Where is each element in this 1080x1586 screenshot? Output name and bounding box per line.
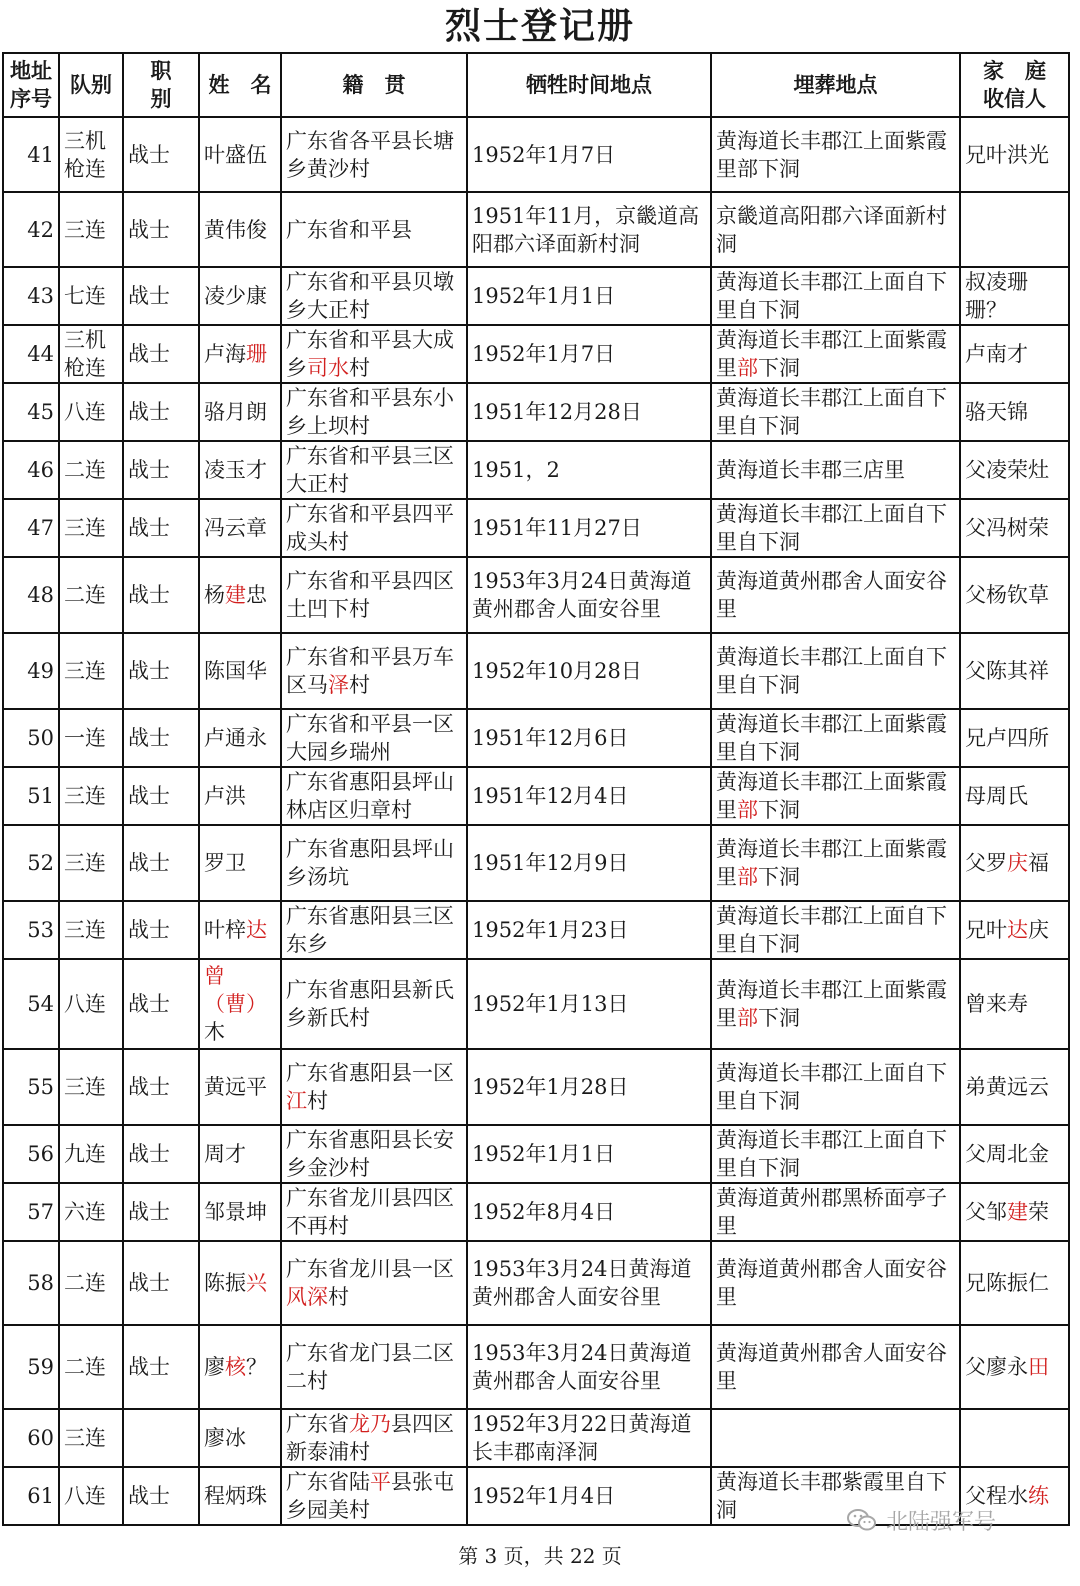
cell-name: 程炳珠 <box>199 1467 281 1525</box>
cell-origin: 广东省和平县贝墩乡大正村 <box>281 267 467 325</box>
cell-family <box>960 825 1069 901</box>
cell-family <box>960 1183 1069 1241</box>
cell-unit: 八连 <box>59 959 123 1049</box>
cell-post: 战士 <box>123 825 199 901</box>
cell-death: 1952年1月28日 <box>467 1049 711 1125</box>
cell-death: 1952年8月4日 <box>467 1183 711 1241</box>
cell-burial <box>711 325 960 383</box>
text-part: 广东省和平县万车区马 <box>286 645 454 697</box>
cell-unit: 二连 <box>59 441 123 499</box>
cell-death: 1951年11月，京畿道高阳郡六译面新村洞 <box>467 192 711 267</box>
cell-seq: 45 <box>3 383 59 441</box>
cell-origin <box>281 1409 467 1467</box>
cell-unit: 八连 <box>59 1467 123 1525</box>
highlighted-char: 田 <box>1028 1355 1049 1379</box>
cell-seq: 47 <box>3 499 59 557</box>
cell-name: 陈国华 <box>199 633 281 709</box>
cell-death: 1952年1月7日 <box>467 117 711 192</box>
cell-burial <box>711 959 960 1049</box>
cell-seq: 55 <box>3 1049 59 1125</box>
cell-burial: 黄海道长丰郡江上面紫霞里部下洞 <box>711 117 960 192</box>
table-row <box>3 1325 1069 1409</box>
highlighted-char: 部 <box>737 356 758 380</box>
cell-name: 冯云章 <box>199 499 281 557</box>
text-part: 黄海道长丰郡江上面紫霞里 <box>716 770 947 822</box>
cell-origin: 广东省和平县东小乡上坝村 <box>281 383 467 441</box>
text-part: 广东省陆 <box>286 1470 370 1494</box>
cell-unit: 三连 <box>59 901 123 959</box>
cell-seq: 43 <box>3 267 59 325</box>
name-part: 曾 <box>204 964 225 988</box>
text-part: 村 <box>349 356 370 380</box>
cell-post: 战士 <box>123 767 199 825</box>
cell-name: 卢洪 <box>199 767 281 825</box>
cell-family: 弟黄远云 <box>960 1049 1069 1125</box>
highlighted-char: 珊 <box>246 342 267 366</box>
text-part: 村 <box>349 673 370 697</box>
cell-name <box>199 1241 281 1325</box>
table-row <box>3 325 1069 383</box>
table-row <box>3 825 1069 901</box>
cell-family: 父杨钦草 <box>960 557 1069 633</box>
text-part: 广东省惠阳县一区 <box>286 1061 454 1085</box>
martyr-register-table <box>2 52 1070 1526</box>
cell-post: 战士 <box>123 1049 199 1125</box>
cell-name: 黄远平 <box>199 1049 281 1125</box>
cell-burial: 黄海道长丰郡江上面自下里自下洞 <box>711 1125 960 1183</box>
cell-post: 战士 <box>123 325 199 383</box>
cell-post: 战士 <box>123 117 199 192</box>
text-part: 县张屯乡园美村 <box>286 1470 454 1522</box>
text-part: 父邹 <box>965 1200 1007 1224</box>
cell-post: 战士 <box>123 557 199 633</box>
table-row <box>3 1049 1069 1125</box>
cell-name: 邹景坤 <box>199 1183 281 1241</box>
cell-death: 1953年3月24日黄海道黄州郡舍人面安谷里 <box>467 1241 711 1325</box>
header-seq: 地址 序号 <box>3 53 59 117</box>
table-row <box>3 117 1069 192</box>
watermark <box>846 1502 1046 1538</box>
cell-unit: 三连 <box>59 1049 123 1125</box>
header-post: 职 别 <box>123 53 199 117</box>
cell-post: 战士 <box>123 1125 199 1183</box>
cell-burial: 黄海道黄州郡舍人面安谷里 <box>711 1241 960 1325</box>
cell-origin: 广东省龙门县二区二村 <box>281 1325 467 1409</box>
cell-death: 1951年12月6日 <box>467 709 711 767</box>
cell-origin: 广东省惠阳县坪山林店区归章村 <box>281 767 467 825</box>
cell-burial: 黄海道黄州郡黑桥面亭子里 <box>711 1183 960 1241</box>
highlighted-char: 练 <box>1028 1484 1049 1508</box>
cell-family: 兄叶洪光 <box>960 117 1069 192</box>
cell-unit: 三连 <box>59 1409 123 1467</box>
cell-origin: 广东省和平县三区大正村 <box>281 441 467 499</box>
cell-name: 黄伟俊 <box>199 192 281 267</box>
cell-unit: 二连 <box>59 1241 123 1325</box>
cell-unit: 二连 <box>59 557 123 633</box>
table-row <box>3 192 1069 267</box>
cell-burial: 黄海道长丰郡江上面自下里自下洞 <box>711 633 960 709</box>
text-part: 村 <box>307 1089 328 1113</box>
text-part: 忠 <box>246 583 267 607</box>
cell-family: 卢南才 <box>960 325 1069 383</box>
cell-post: 战士 <box>123 1325 199 1409</box>
cell-death: 1952年1月1日 <box>467 1125 711 1183</box>
table-row <box>3 633 1069 709</box>
cell-post: 战士 <box>123 441 199 499</box>
text-part: 广东省和平县大成乡 <box>286 328 454 380</box>
cell-origin: 广东省惠阳县长安乡金沙村 <box>281 1125 467 1183</box>
text-part: 下洞 <box>758 356 800 380</box>
highlighted-char: 部 <box>737 865 758 889</box>
cell-post: 战士 <box>123 383 199 441</box>
highlighted-char: 建 <box>225 583 246 607</box>
highlighted-char: 部 <box>737 798 758 822</box>
cell-burial <box>711 825 960 901</box>
cell-death: 1951年12月9日 <box>467 825 711 901</box>
highlighted-char: 庆 <box>1007 851 1028 875</box>
watermark-text: 北陆强军号 <box>886 1509 997 1535</box>
cell-family <box>960 1325 1069 1409</box>
cell-seq: 58 <box>3 1241 59 1325</box>
cell-death: 1951年11月27日 <box>467 499 711 557</box>
cell-post <box>123 1409 199 1467</box>
cell-family: 骆天锦 <box>960 383 1069 441</box>
cell-unit: 八连 <box>59 383 123 441</box>
cell-name: 叶盛伍 <box>199 117 281 192</box>
table-row <box>3 383 1069 441</box>
highlighted-char: 达 <box>1007 918 1028 942</box>
cell-death: 1951年12月4日 <box>467 767 711 825</box>
cell-name <box>199 557 281 633</box>
cell-burial: 黄海道长丰郡江上面自下里自下洞 <box>711 267 960 325</box>
cell-death: 1952年1月23日 <box>467 901 711 959</box>
cell-burial: 黄海道长丰郡紫霞里自下洞 <box>711 1467 960 1525</box>
text-part: 卢海 <box>204 342 246 366</box>
header-origin: 籍 贯 <box>281 53 467 117</box>
text-part: 廖 <box>204 1355 225 1379</box>
highlighted-char: 平 <box>370 1470 391 1494</box>
cell-seq: 48 <box>3 557 59 633</box>
name-part: （曹） <box>204 992 267 1016</box>
text-part: 下洞 <box>758 865 800 889</box>
highlighted-char: 泽 <box>328 673 349 697</box>
text-part: 广东省 <box>286 1412 349 1436</box>
cell-post: 战士 <box>123 1467 199 1525</box>
cell-death: 1951，2 <box>467 441 711 499</box>
cell-seq: 52 <box>3 825 59 901</box>
cell-post: 战士 <box>123 1241 199 1325</box>
table-row <box>3 267 1069 325</box>
cell-post: 战士 <box>123 1183 199 1241</box>
cell-death: 1952年1月7日 <box>467 325 711 383</box>
header-family: 家 庭 收信人 <box>960 53 1069 117</box>
cell-burial <box>711 767 960 825</box>
cell-family: 父冯树荣 <box>960 499 1069 557</box>
cell-origin <box>281 1241 467 1325</box>
text-part: 荣 <box>1028 1200 1049 1224</box>
cell-seq: 50 <box>3 709 59 767</box>
cell-name: 卢通永 <box>199 709 281 767</box>
header-unit: 队别 <box>59 53 123 117</box>
highlighted-char: 兴 <box>246 1271 267 1295</box>
cell-post: 战士 <box>123 901 199 959</box>
cell-origin: 广东省和平县四区土凹下村 <box>281 557 467 633</box>
cell-unit: 三连 <box>59 192 123 267</box>
highlighted-char: 达 <box>246 918 267 942</box>
table-row <box>3 767 1069 825</box>
text-part: 广东省龙川县一区 <box>286 1257 454 1281</box>
cell-burial: 黄海道长丰郡江上面自下里自下洞 <box>711 499 960 557</box>
cell-death: 1952年1月4日 <box>467 1467 711 1525</box>
wechat-icon <box>846 1507 878 1533</box>
cell-seq: 60 <box>3 1409 59 1467</box>
cell-post: 战士 <box>123 499 199 557</box>
register-body <box>3 117 1069 1525</box>
cell-seq: 53 <box>3 901 59 959</box>
cell-name <box>199 1325 281 1409</box>
cell-post: 战士 <box>123 709 199 767</box>
cell-origin: 广东省龙川县四区不再村 <box>281 1183 467 1241</box>
page-footer: 第 3 页，共 22 页 <box>458 1544 622 1568</box>
text-part: 父程水 <box>965 1484 1028 1508</box>
text-part: 父罗 <box>965 851 1007 875</box>
cell-seq: 44 <box>3 325 59 383</box>
cell-origin: 广东省惠阳县三区东乡 <box>281 901 467 959</box>
cell-origin <box>281 633 467 709</box>
table-row <box>3 709 1069 767</box>
cell-seq: 59 <box>3 1325 59 1409</box>
cell-family <box>960 901 1069 959</box>
header-row <box>3 53 1069 117</box>
table-row <box>3 499 1069 557</box>
cell-name: 廖冰 <box>199 1409 281 1467</box>
table-row <box>3 901 1069 959</box>
cell-unit: 三连 <box>59 499 123 557</box>
cell-name <box>199 959 281 1049</box>
name-part: 木 <box>204 1020 225 1044</box>
cell-family <box>960 192 1069 267</box>
cell-post: 战士 <box>123 267 199 325</box>
text-part: 兄叶 <box>965 918 1007 942</box>
cell-family: 兄卢四所 <box>960 709 1069 767</box>
register-title: 烈士登记册 <box>444 5 635 47</box>
cell-origin <box>281 325 467 383</box>
cell-origin <box>281 1467 467 1525</box>
table-row <box>3 441 1069 499</box>
cell-burial: 黄海道长丰郡江上面自下里自下洞 <box>711 901 960 959</box>
text-part: 庆 <box>1028 918 1049 942</box>
cell-death: 1953年3月24日黄海道黄州郡舍人面安谷里 <box>467 557 711 633</box>
cell-origin: 广东省和平县四平成头村 <box>281 499 467 557</box>
text-part: 县四区新泰浦村 <box>286 1412 454 1464</box>
cell-unit: 三机枪连 <box>59 325 123 383</box>
cell-family: 叔凌珊珊？ <box>960 267 1069 325</box>
cell-burial: 黄海道长丰郡江上面自下里自下洞 <box>711 383 960 441</box>
cell-seq: 42 <box>3 192 59 267</box>
cell-family <box>960 1409 1069 1467</box>
cell-name <box>199 325 281 383</box>
cell-name <box>199 901 281 959</box>
cell-seq: 61 <box>3 1467 59 1525</box>
cell-post: 战士 <box>123 959 199 1049</box>
text-part: 下洞 <box>758 1006 800 1030</box>
highlighted-char: 龙乃 <box>349 1412 391 1436</box>
cell-family: 父陈其祥 <box>960 633 1069 709</box>
highlighted-char: 核 <box>225 1355 246 1379</box>
cell-origin <box>281 1049 467 1125</box>
text-part: 福 <box>1028 851 1049 875</box>
cell-burial: 黄海道长丰郡江上面紫霞里自下洞 <box>711 709 960 767</box>
cell-unit: 三连 <box>59 633 123 709</box>
cell-unit: 六连 <box>59 1183 123 1241</box>
cell-name: 罗卫 <box>199 825 281 901</box>
cell-family: 兄陈振仁 <box>960 1241 1069 1325</box>
highlighted-char: 江 <box>286 1089 307 1113</box>
text-part: 黄海道长丰郡江上面紫霞里 <box>716 328 947 380</box>
cell-seq: 57 <box>3 1183 59 1241</box>
cell-unit: 二连 <box>59 1325 123 1409</box>
highlighted-char: 司水 <box>307 356 349 380</box>
cell-name: 骆月朗 <box>199 383 281 441</box>
cell-unit: 一连 <box>59 709 123 767</box>
text-part: ？ <box>246 1355 267 1379</box>
highlighted-char: 风深 <box>286 1285 328 1309</box>
cell-origin: 广东省和平县 <box>281 192 467 267</box>
text-part: 杨 <box>204 583 225 607</box>
text-part: 叶梓 <box>204 918 246 942</box>
header-death: 牺牲时间地点 <box>467 53 711 117</box>
highlighted-char: 建 <box>1007 1200 1028 1224</box>
cell-death: 1951年12月28日 <box>467 383 711 441</box>
cell-name: 周才 <box>199 1125 281 1183</box>
table-row <box>3 1125 1069 1183</box>
cell-burial <box>711 1409 960 1467</box>
table-row <box>3 1183 1069 1241</box>
cell-seq: 46 <box>3 441 59 499</box>
cell-unit: 三连 <box>59 825 123 901</box>
cell-death: 1952年1月13日 <box>467 959 711 1049</box>
cell-post: 战士 <box>123 633 199 709</box>
cell-death: 1952年3月22日黄海道长丰郡南泽洞 <box>467 1409 711 1467</box>
cell-burial: 黄海道长丰郡三店里 <box>711 441 960 499</box>
cell-name: 凌少康 <box>199 267 281 325</box>
cell-unit: 三机枪连 <box>59 117 123 192</box>
cell-family: 母周氏 <box>960 767 1069 825</box>
cell-death: 1952年1月1日 <box>467 267 711 325</box>
text-part: 下洞 <box>758 798 800 822</box>
cell-origin: 广东省各平县长塘乡黄沙村 <box>281 117 467 192</box>
cell-death: 1952年10月28日 <box>467 633 711 709</box>
table-row <box>3 959 1069 1049</box>
cell-burial: 京畿道高阳郡六译面新村洞 <box>711 192 960 267</box>
header-burial: 埋葬地点 <box>711 53 960 117</box>
cell-seq: 41 <box>3 117 59 192</box>
cell-unit: 三连 <box>59 767 123 825</box>
cell-origin: 广东省惠阳县坪山乡汤坑 <box>281 825 467 901</box>
cell-name: 凌玉才 <box>199 441 281 499</box>
header-name: 姓 名 <box>199 53 281 117</box>
cell-family: 曾来寿 <box>960 959 1069 1049</box>
text-part: 陈振 <box>204 1271 246 1295</box>
text-part: 黄海道长丰郡江上面紫霞里 <box>716 837 947 889</box>
cell-family: 父凌荣灶 <box>960 441 1069 499</box>
cell-family: 父周北金 <box>960 1125 1069 1183</box>
cell-unit: 七连 <box>59 267 123 325</box>
cell-origin: 广东省惠阳县新氏乡新氏村 <box>281 959 467 1049</box>
cell-burial: 黄海道长丰郡江上面自下里自下洞 <box>711 1049 960 1125</box>
cell-burial: 黄海道黄州郡舍人面安谷里 <box>711 557 960 633</box>
cell-death: 1953年3月24日黄海道黄州郡舍人面安谷里 <box>467 1325 711 1409</box>
cell-unit: 九连 <box>59 1125 123 1183</box>
text-part: 父廖永 <box>965 1355 1028 1379</box>
cell-seq: 49 <box>3 633 59 709</box>
cell-seq: 54 <box>3 959 59 1049</box>
text-part: 村 <box>328 1285 349 1309</box>
cell-post: 战士 <box>123 192 199 267</box>
table-row <box>3 557 1069 633</box>
table-row <box>3 1409 1069 1467</box>
highlighted-char: 部 <box>737 1006 758 1030</box>
text-part: 黄海道长丰郡江上面紫霞里 <box>716 978 947 1030</box>
cell-seq: 51 <box>3 767 59 825</box>
cell-origin: 广东省和平县一区大园乡瑞州 <box>281 709 467 767</box>
cell-seq: 56 <box>3 1125 59 1183</box>
cell-burial: 黄海道黄州郡舍人面安谷里 <box>711 1325 960 1409</box>
table-row <box>3 1241 1069 1325</box>
